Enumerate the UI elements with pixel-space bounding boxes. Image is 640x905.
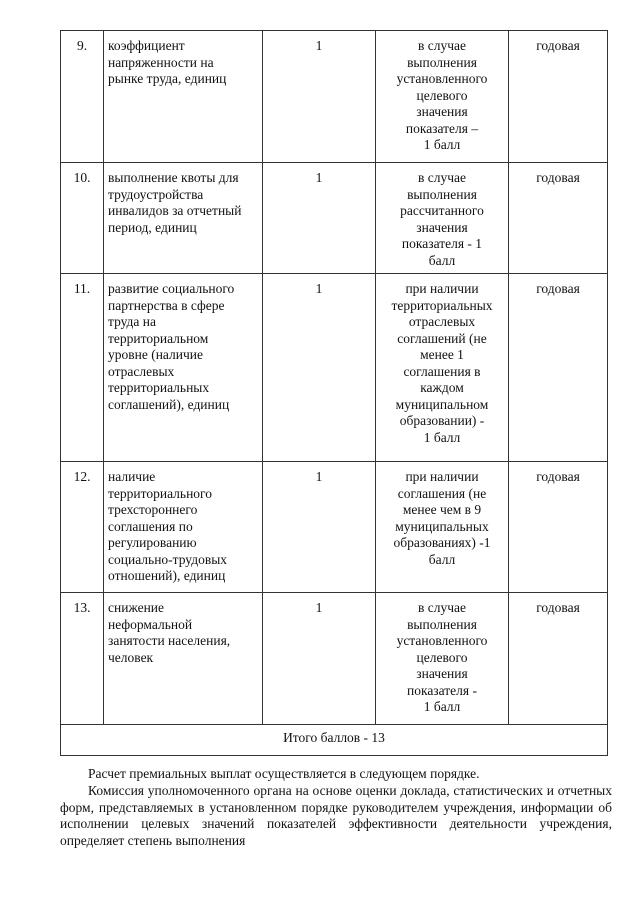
row-number: 13. [61,593,104,725]
paragraph-intro: Расчет премиальных выплат осуществляется в следующем порядке. [88,766,480,781]
indicator-period: годовая [509,593,608,725]
indicator-condition: в случае выполнения установленного целевого значения показателя - 1 балл [376,593,509,725]
indicator-value: 1 [263,274,376,462]
total-row [61,725,608,756]
indicator-name: снижение неформальной занятости населения, человек [104,593,263,725]
table-row [61,462,608,593]
table-row [61,163,608,274]
indicator-value: 1 [263,462,376,593]
row-number: 9. [61,31,104,163]
indicator-name: выполнение квоты для трудоустройства инвалидов за отчетный период, единиц [104,163,263,274]
indicator-name: коэффициент напряженности на рынке труда, единиц [104,31,263,163]
indicator-value: 1 [263,31,376,163]
indicator-value: 1 [263,593,376,725]
indicator-value: 1 [263,163,376,274]
indicator-period: годовая [509,462,608,593]
row-number: 12. [61,462,104,593]
indicator-period: годовая [509,274,608,462]
indicator-condition: в случае выполнения рассчитанного значения показателя - 1 балл [376,163,509,274]
row-number: 10. [61,163,104,274]
total-score: Итого баллов - 13 [61,725,608,756]
indicator-period: годовая [509,163,608,274]
indicator-condition: при наличии соглашения (не менее чем в 9 муниципальных образованиях) -1 балл [376,462,509,593]
indicator-name: наличие территориального трехстороннего соглашения по регулированию социально-трудовых отношений), единиц [104,462,263,593]
indicator-condition: при наличии территориальных отраслевых соглашений (не менее 1 соглашения в каждом муниципальном образовании) - 1 балл [376,274,509,462]
indicator-name: развитие социального партнерства в сфере труда на территориальном уровне (наличие отраслевых территориальных соглашений), единиц [104,274,263,462]
row-number: 11. [61,274,104,462]
paragraph-commission: Комиссия уполномоченного органа на основе оценки доклада, статистических и отчетных форм, представляемых в установленном порядке руководителем учреждения, информации об исполнении целевых значений показателей эффективности деятельности учреждения, определяет степень выполнения [60,783,612,848]
indicator-period: годовая [509,31,608,163]
indicator-condition: в случае выполнения установленного целевого значения показателя – 1 балл [376,31,509,163]
table-row [61,593,608,725]
table-row [61,31,608,163]
table-row [61,274,608,462]
indicators-table [60,30,608,756]
